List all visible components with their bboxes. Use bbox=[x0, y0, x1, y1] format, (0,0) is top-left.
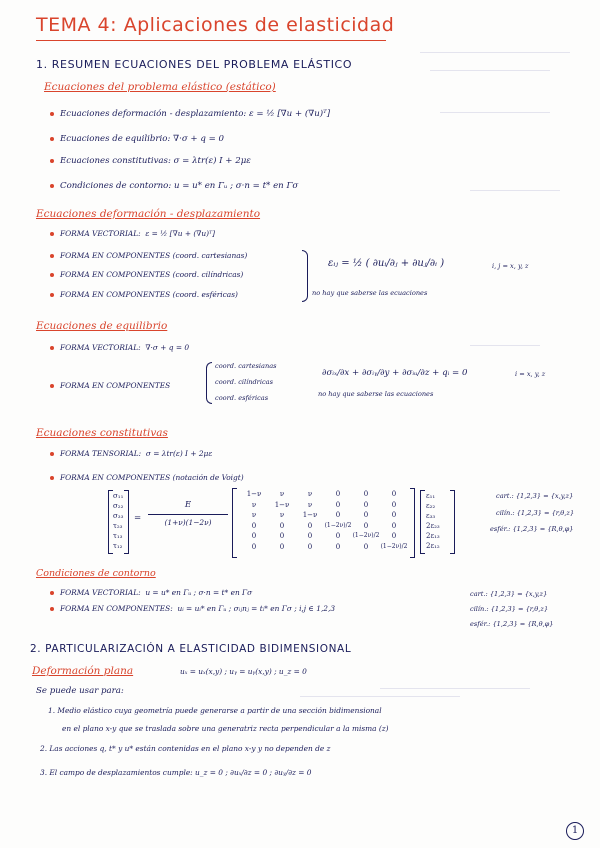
matrix-cell: 0 bbox=[307, 542, 313, 551]
left-bracket bbox=[232, 488, 237, 558]
strain-equation: εᵢⱼ = ½ ( ∂uᵢ/∂ⱼ + ∂uⱼ/∂ᵢ ) bbox=[328, 258, 445, 269]
list-item: Condiciones de contorno: u = u* en Γᵤ ; σ·n = t* en Γσ bbox=[50, 181, 298, 191]
coord-item: coord. cilíndricas bbox=[215, 378, 273, 386]
title-underline bbox=[36, 40, 386, 41]
matrix-cell: (1−2ν)/2 bbox=[352, 532, 380, 539]
subsection-contorno: Condiciones de contorno bbox=[36, 568, 156, 579]
bullet-icon bbox=[50, 273, 54, 277]
stress-vector: σ₁₁ σ₂₂ σ₃₃ τ₂₃ τ₁₃ τ₁₂ bbox=[113, 492, 124, 550]
matrix-cell: ν bbox=[279, 511, 285, 519]
subsection-deformacion-desplazamiento: Ecuaciones deformación - desplazamiento bbox=[36, 208, 261, 220]
bullet-icon bbox=[50, 184, 54, 188]
note: no hay que saberse las ecuaciones bbox=[312, 289, 428, 297]
coord-item: cart.: {1,2,3} = {x,y,z} bbox=[496, 492, 574, 500]
list-item: Ecuaciones de equilibrio: ∇·σ + q = 0 bbox=[50, 134, 224, 144]
fraction-bar bbox=[148, 514, 228, 515]
index-range: i = x, y, z bbox=[515, 370, 546, 378]
bullet-icon bbox=[50, 607, 54, 611]
matrix-cell: 0 bbox=[391, 490, 397, 498]
matrix-cell: ν bbox=[307, 490, 313, 498]
matrix-cell: ν bbox=[251, 500, 257, 509]
list-item: FORMA EN COMPONENTES (coord. cilíndricas) bbox=[50, 270, 243, 279]
bullet-icon bbox=[50, 159, 54, 163]
bullet-icon bbox=[50, 591, 54, 595]
matrix-cell: 1−ν bbox=[274, 500, 290, 509]
brace bbox=[206, 362, 212, 404]
coord-item: coord. cartesianas bbox=[215, 362, 277, 370]
matrix-cell: 0 bbox=[335, 532, 341, 540]
matrix-cell: 0 bbox=[307, 521, 313, 530]
bullet-icon bbox=[50, 346, 54, 350]
list-item: 3. El campo de desplazamientos cumple: u_z = 0 ; ∂uₓ/∂z = 0 ; ∂uᵧ/∂z = 0 bbox=[40, 768, 312, 777]
list-item: FORMA EN COMPONENTES (coord. cartesianas) bbox=[50, 251, 247, 260]
matrix-cell: 0 bbox=[251, 542, 257, 551]
matrix-cell: 0 bbox=[279, 542, 285, 551]
coord-item: coord. esféricas bbox=[215, 394, 269, 402]
matrix-cell: 0 bbox=[391, 511, 397, 519]
strain-vector: ε₁₁ ε₂₂ ε₃₃ 2ε₂₃ 2ε₁₃ 2ε₁₂ bbox=[426, 492, 440, 550]
matrix-cell: ν bbox=[307, 500, 313, 509]
subsection-deformacion-plana: Deformación plana bbox=[32, 665, 134, 677]
bullet-icon bbox=[50, 476, 54, 480]
section-1-heading: 1. RESUMEN ECUACIONES DEL PROBLEMA ELÁSTICO bbox=[36, 58, 353, 71]
index-range: i, j = x, y, z bbox=[492, 262, 529, 270]
matrix-cell: 0 bbox=[391, 521, 397, 530]
intro-text: Se puede usar para: bbox=[36, 686, 124, 696]
bullet-icon bbox=[50, 254, 54, 258]
subsection-equilibrio: Ecuaciones de equilibrio bbox=[36, 320, 168, 332]
matrix-cell: 0 bbox=[251, 532, 257, 540]
list-item: FORMA EN COMPONENTES: uᵢ = uᵢ* en Γᵤ ; σᵢⱼnⱼ = tᵢ* en Γσ ; i,j ∈ 1,2,3 bbox=[50, 604, 335, 613]
list-item: Ecuaciones constitutivas: σ = λtr(ε) I + 2με bbox=[50, 156, 251, 166]
list-item: en el plano x-y que se traslada sobre una generatriz recta perpendicular a la misma (z) bbox=[62, 724, 389, 733]
matrix-cell: 0 bbox=[279, 532, 285, 540]
matrix-cell: 0 bbox=[335, 542, 341, 551]
equals-sign: = bbox=[134, 513, 142, 523]
matrix-cell: 0 bbox=[391, 532, 397, 540]
bullet-icon bbox=[50, 232, 54, 236]
list-item: 2. Las acciones q, t* y u* están contenidas en el plano x-y y no dependen de z bbox=[40, 744, 331, 753]
list-item: FORMA VECTORIAL: ∇·σ + q = 0 bbox=[50, 343, 189, 352]
bullet-icon bbox=[50, 293, 54, 297]
matrix-cell: 0 bbox=[363, 521, 369, 530]
coord-item: cart.: {1,2,3} = {x,y,z} bbox=[470, 590, 548, 598]
matrix-cell: ν bbox=[251, 511, 257, 519]
coord-item: cilín.: {1,2,3} = {r,θ,z} bbox=[470, 605, 549, 613]
matrix-cell: 1−ν bbox=[246, 490, 262, 498]
left-bracket bbox=[420, 490, 425, 554]
bullet-icon bbox=[50, 112, 54, 116]
matrix-cell: 0 bbox=[363, 490, 369, 498]
bullet-icon bbox=[50, 384, 54, 388]
matrix-cell: 0 bbox=[251, 521, 257, 530]
right-bracket bbox=[450, 490, 455, 554]
coord-item: esfér.: {1,2,3} = {R,θ,φ} bbox=[490, 525, 574, 533]
matrix-cell: 0 bbox=[279, 521, 285, 530]
section-2-heading: 2. PARTICULARIZACIÓN A ELASTICIDAD BIDIMENSIONAL bbox=[30, 643, 352, 655]
list-item: FORMA VECTORIAL: u = u* en Γᵤ ; σ·n = t* en Γσ bbox=[50, 588, 252, 597]
equilibrium-equation: ∂σᵢₓ/∂x + ∂σᵢᵧ/∂y + ∂σᵢᵤ/∂z + qᵢ = 0 bbox=[322, 368, 468, 378]
list-item: FORMA EN COMPONENTES (coord. esféricas) bbox=[50, 290, 238, 299]
right-bracket bbox=[124, 490, 129, 554]
right-bracket bbox=[410, 488, 415, 558]
list-item: 1. Medio elástico cuya geometría puede generarse a partir de una sección bidimensional bbox=[48, 706, 382, 715]
coord-item: esfér.: {1,2,3} = {R,θ,φ} bbox=[470, 620, 554, 628]
matrix-cell: 0 bbox=[335, 490, 341, 498]
matrix-cell: (1−2ν)/2 bbox=[380, 542, 408, 550]
matrix-cell: 0 bbox=[335, 500, 341, 509]
subsection-problema-elastico: Ecuaciones del problema elástico (estático) bbox=[44, 81, 276, 93]
page-title: TEMA 4: Aplicaciones de elasticidad bbox=[36, 14, 395, 36]
note: no hay que saberse las ecuaciones bbox=[318, 390, 434, 398]
coord-item: cilín.: {1,2,3} = {r,θ,z} bbox=[496, 509, 575, 517]
bullet-icon bbox=[50, 137, 54, 141]
page-number: 1 bbox=[566, 822, 584, 840]
bullet-icon bbox=[50, 452, 54, 456]
matrix-cell: ν bbox=[279, 490, 285, 498]
list-item: FORMA EN COMPONENTES bbox=[50, 381, 170, 390]
plane-strain-definition: uₓ = uₓ(x,y) ; uᵧ = uᵧ(x,y) ; u_z = 0 bbox=[180, 667, 307, 676]
matrix-cell: 0 bbox=[391, 500, 397, 509]
list-item: Ecuaciones deformación - desplazamiento: ε = ½ [∇u + (∇u)ᵀ] bbox=[50, 109, 330, 119]
matrix-cell: 0 bbox=[335, 511, 341, 519]
factor-numerator: E bbox=[184, 500, 192, 510]
matrix-cell: 0 bbox=[363, 511, 369, 519]
matrix-cell: (1−2ν)/2 bbox=[324, 521, 352, 529]
matrix-cell: 1−ν bbox=[302, 511, 318, 519]
matrix-cell: 0 bbox=[307, 532, 313, 540]
brace bbox=[302, 250, 308, 302]
list-item: FORMA EN COMPONENTES (notación de Voigt) bbox=[50, 473, 244, 482]
list-item: FORMA VECTORIAL: ε = ½ [∇u + (∇u)ᵀ] bbox=[50, 229, 215, 238]
list-item: FORMA TENSORIAL: σ = λtr(ε) I + 2με bbox=[50, 449, 212, 458]
matrix-cell: 0 bbox=[363, 542, 369, 551]
factor-denominator: (1+ν)(1−2ν) bbox=[164, 518, 212, 527]
subsection-constitutivas: Ecuaciones constitutivas bbox=[36, 427, 168, 439]
matrix-cell: 0 bbox=[363, 500, 369, 509]
